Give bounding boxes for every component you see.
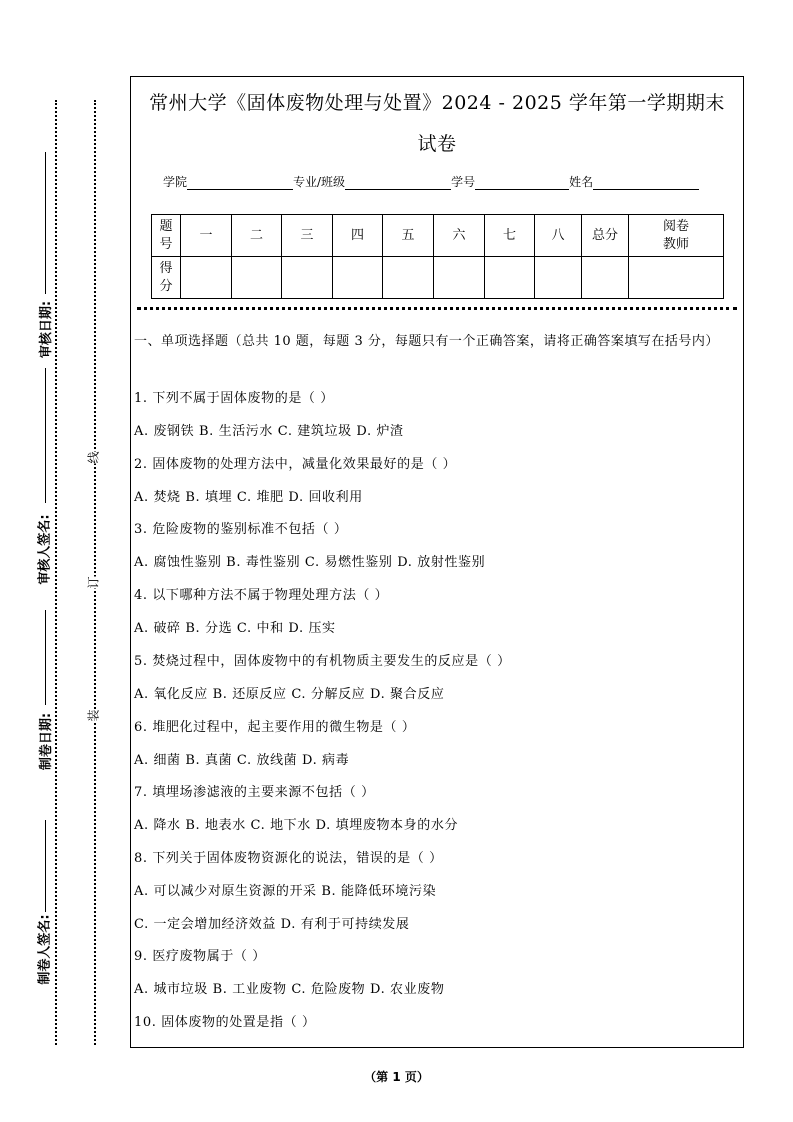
- major-class-field[interactable]: [345, 177, 451, 190]
- score-cell-7[interactable]: [485, 257, 535, 299]
- section-title: 一、单项选择题（总共 10 题，每题 3 分，每题只有一个正确答案，请将正确答案填写在括号内）: [134, 334, 719, 349]
- review-date-label: 审核日期:: [35, 299, 54, 360]
- score-cell-2[interactable]: [232, 257, 282, 299]
- question-1: 1. 下列不属于固体废物的是（ ）: [134, 391, 334, 406]
- question-8: 8. 下列关于固体废物资源化的说法，错误的是（ ）: [134, 851, 443, 866]
- question-4-options: A. 破碎 B. 分选 C. 中和 D. 压实: [134, 621, 336, 636]
- dotted-separator: [137, 307, 737, 310]
- question-2: 2. 固体废物的处理方法中，减量化效果最好的是（ ）: [134, 457, 457, 472]
- score-col-total: 总分: [582, 215, 629, 257]
- student-info-row: [163, 173, 699, 190]
- score-cell-6[interactable]: [434, 257, 485, 299]
- exam-title-cont: 试卷: [417, 133, 457, 155]
- question-8-options-b: C. 一定会增加经济效益 D. 有利于可持续发展: [134, 917, 410, 932]
- score-cell-3[interactable]: [282, 257, 333, 299]
- binding-mark-line: 线: [83, 451, 104, 463]
- name-field[interactable]: [593, 177, 699, 190]
- question-2-options: A. 焚烧 B. 填埋 C. 堆肥 D. 回收利用: [134, 490, 363, 505]
- compile-date-label: 制卷日期:: [35, 711, 54, 772]
- score-cell-1[interactable]: [181, 257, 232, 299]
- question-5-options: A. 氧化反应 B. 还原反应 C. 分解反应 D. 聚合反应: [134, 687, 445, 702]
- score-cell-total[interactable]: [582, 257, 629, 299]
- question-10: 10. 固体废物的处置是指（ ）: [134, 1015, 316, 1030]
- question-5: 5. 焚烧过程中，固体废物中的有机物质主要发生的反应是（ ）: [134, 654, 511, 669]
- score-table-score-label: 得 分: [152, 257, 181, 299]
- compile-date-blank: [45, 610, 46, 705]
- student-id-label: 学号: [451, 175, 476, 189]
- score-table-header-label: 题 号: [152, 215, 181, 257]
- score-col-1: 一: [181, 215, 232, 257]
- question-6-options: A. 细菌 B. 真菌 C. 放线菌 D. 病毒: [134, 753, 350, 768]
- question-7: 7. 填埋场渗滤液的主要来源不包括（ ）: [134, 785, 375, 800]
- score-col-8: 八: [535, 215, 582, 257]
- major-class-label: 专业/班级: [293, 175, 346, 189]
- question-4: 4. 以下哪种方法不属于物理处理方法（ ）: [134, 588, 389, 603]
- score-cell-4[interactable]: [333, 257, 383, 299]
- question-9-options: A. 城市垃圾 B. 工业废物 C. 危险废物 D. 农业废物: [134, 982, 445, 997]
- page-number: （第 1 页）: [364, 1070, 429, 1084]
- binding-mark-bind: 装: [83, 709, 104, 721]
- score-cell-reviewer[interactable]: [629, 257, 724, 299]
- college-field[interactable]: [187, 177, 293, 190]
- college-label: 学院: [163, 175, 188, 189]
- question-7-options: A. 降水 B. 地表水 C. 地下水 D. 填埋废物本身的水分: [134, 818, 459, 833]
- question-8-options-a: A. 可以减少对原生资源的开采 B. 能降低环境污染: [134, 884, 437, 899]
- score-col-reviewer: 阅卷 教师: [629, 215, 724, 257]
- exam-title: 常州大学《固体废物处理与处置》2024 - 2025 学年第一学期期末: [149, 92, 725, 114]
- score-col-7: 七: [485, 215, 535, 257]
- compiler-signature-label: 制卷人签名:: [34, 912, 53, 986]
- score-col-3: 三: [282, 215, 333, 257]
- score-col-2: 二: [232, 215, 282, 257]
- score-cell-8[interactable]: [535, 257, 582, 299]
- score-cell-5[interactable]: [383, 257, 434, 299]
- name-label: 姓名: [569, 175, 594, 189]
- student-id-field[interactable]: [475, 177, 569, 190]
- score-col-5: 五: [383, 215, 434, 257]
- review-date-blank: [45, 152, 46, 294]
- score-col-6: 六: [434, 215, 485, 257]
- binding-line-outer: [55, 100, 57, 1045]
- score-col-4: 四: [333, 215, 383, 257]
- binding-line-inner: [94, 100, 96, 1045]
- reviewer-signature-blank: [45, 368, 46, 503]
- question-3-options: A. 腐蚀性鉴别 B. 毒性鉴别 C. 易燃性鉴别 D. 放射性鉴别: [134, 555, 486, 570]
- question-9: 9. 医疗废物属于（ ）: [134, 949, 266, 964]
- reviewer-signature-label: 审核人签名:: [34, 512, 53, 586]
- score-table: [151, 214, 724, 299]
- question-1-options: A. 废钢铁 B. 生活污水 C. 建筑垃圾 D. 炉渣: [134, 424, 404, 439]
- question-3: 3. 危险废物的鉴别标准不包括（ ）: [134, 522, 348, 537]
- question-6: 6. 堆肥化过程中，起主要作用的微生物是（ ）: [134, 720, 416, 735]
- compiler-signature-blank: [45, 820, 46, 912]
- binding-mark-staple: 订: [83, 576, 104, 588]
